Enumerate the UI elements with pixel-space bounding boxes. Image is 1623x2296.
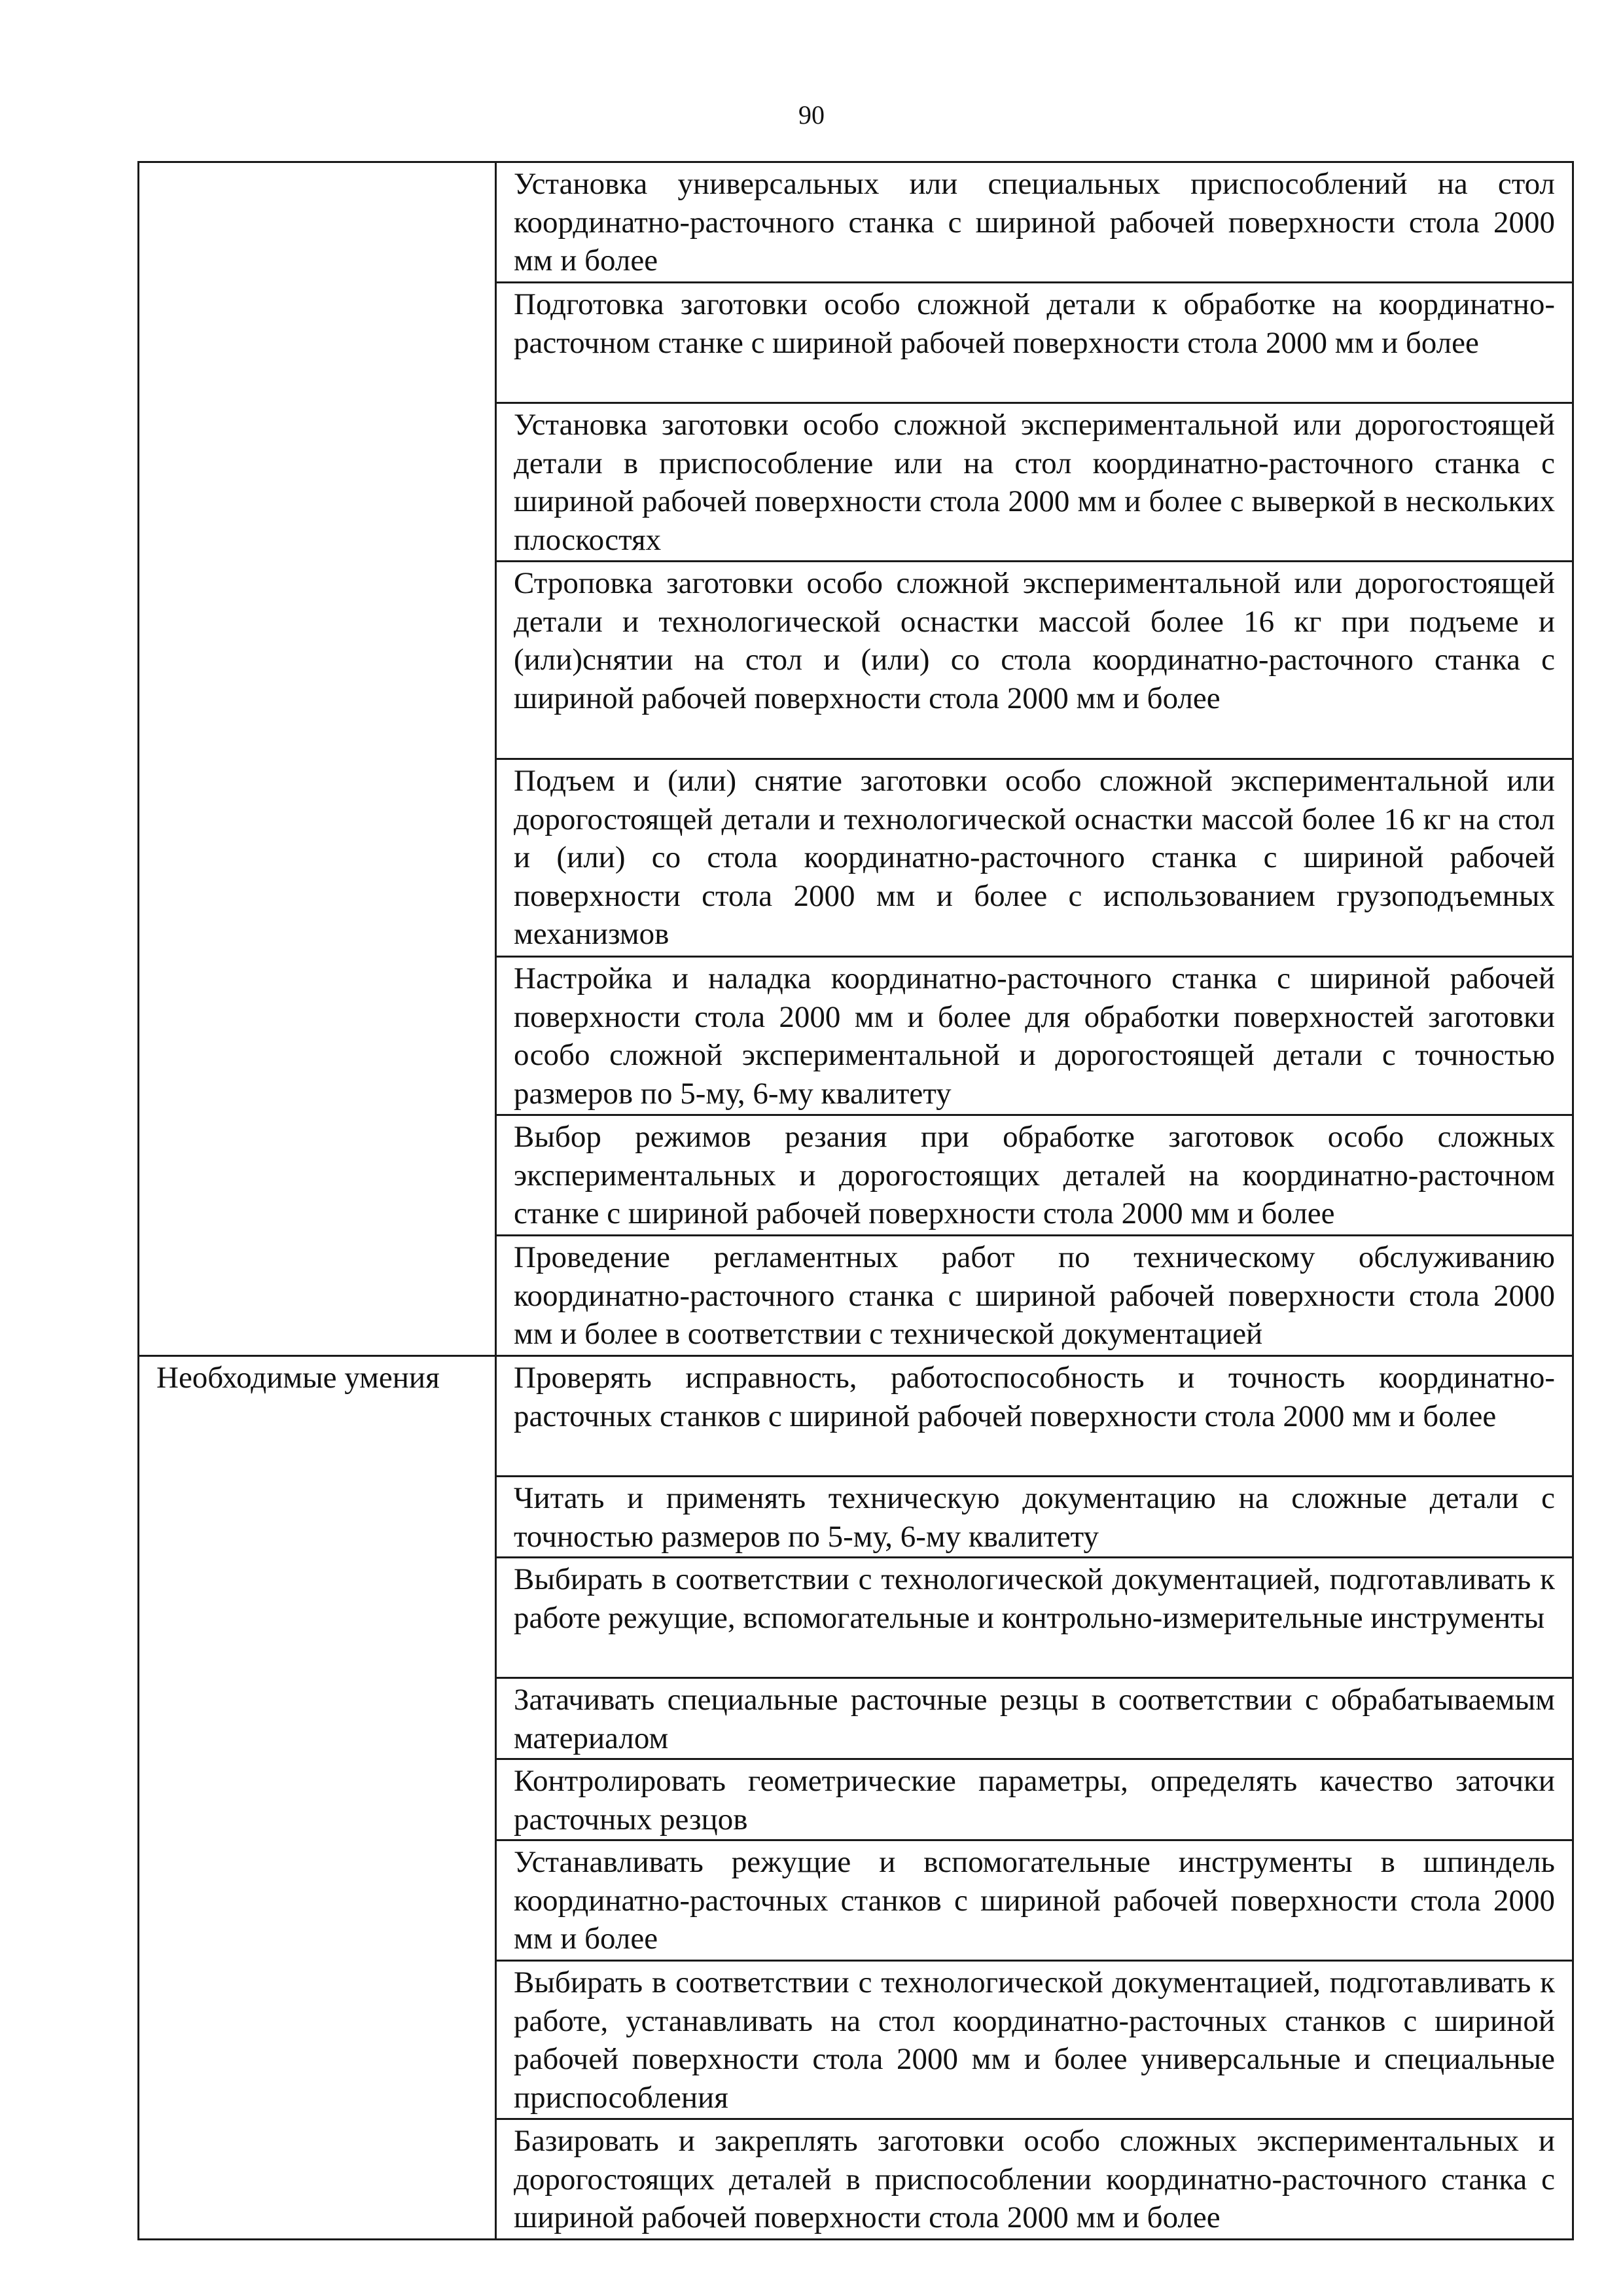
table-cell: Строповка заготовки особо сложной экспериментальной или дорогостоящей детали и технологической оснастки массой более 16 кг при подъеме и (или)снятии на стол и (или) со стола координатно-расточного станка с шириной рабочей поверхности стола 2000 мм и более (496, 562, 1573, 759)
page-number: 90 (798, 100, 825, 130)
table-cell: Установка заготовки особо сложной экспериментальной или дорогостоящей детали в приспособление или на стол координатно-расточного станка с шириной рабочей поверхности стола 2000 мм и более с выверкой в нескольких плоскостях (496, 403, 1573, 562)
table-cell: Затачивать специальные расточные резцы в соответствии с обрабатываемым материалом (496, 1678, 1573, 1759)
table-cell: Контролировать геометрические параметры, определять качество заточки расточных резцов (496, 1759, 1573, 1840)
table-cell: Читать и применять техническую документацию на сложные детали с точностью размеров по 5-му, 6-му квалитету (496, 1477, 1573, 1558)
group-label-cell (139, 162, 496, 1356)
table-row (139, 1356, 1573, 1477)
table-cell: Устанавливать режущие и вспомогательные инструменты в шпиндель координатно-расточных станков с шириной рабочей поверхности стола 2000 мм и более (496, 1840, 1573, 1961)
table-cell: Подъем и (или) снятие заготовки особо сложной экспериментальной или дорогостоящей детали и технологической оснастки массой более 16 кг на стол и (или) со стола координатно-расточного станка с шириной рабочей поверхности стола 2000 мм и более с использованием грузоподъемных механизмов (496, 759, 1573, 957)
skills-label-cell: Необходимые умения (139, 1356, 496, 2240)
table-cell: Подготовка заготовки особо сложной детали к обработке на координатно-расточном станке с шириной рабочей поверхности стола 2000 мм и более (496, 283, 1573, 403)
table-cell: Установка универсальных или специальных приспособлений на стол координатно-расточного станка с шириной рабочей поверхности стола 2000 мм и более (496, 162, 1573, 283)
requirements-table (137, 161, 1574, 2240)
table-cell: Настройка и наладка координатно-расточного станка с шириной рабочей поверхности стола 2000 мм и более для обработки поверхностей заготовки особо сложной экспериментальной и дорогостоящей детали с точностью размеров по 5-му, 6-му квалитету (496, 957, 1573, 1115)
table-cell: Выбирать в соответствии с технологической документацией, подготавливать к работе, устанавливать на стол координатно-расточных станков с шириной рабочей поверхности стола 2000 мм и более универсальные и специальные приспособления (496, 1961, 1573, 2119)
table-cell: Проверять исправность, работоспособность и точность координатно-расточных станков с шириной рабочей поверхности стола 2000 мм и более (496, 1356, 1573, 1477)
table-cell: Проведение регламентных работ по техническому обслуживанию координатно-расточного станка с шириной рабочей поверхности стола 2000 мм и более в соответствии с технической документацией (496, 1236, 1573, 1356)
table-row (139, 162, 1573, 283)
table-cell: Выбирать в соответствии с технологической документацией, подготавливать к работе режущие, вспомогательные и контрольно-измерительные инструменты (496, 1558, 1573, 1678)
table-cell: Выбор режимов резания при обработке заготовок особо сложных экспериментальных и дорогостоящих деталей на координатно-расточном станке с шириной рабочей поверхности стола 2000 мм и более (496, 1115, 1573, 1236)
table-cell: Базировать и закреплять заготовки особо сложных экспериментальных и дорогостоящих деталей в приспособлении координатно-расточного станка с шириной рабочей поверхности стола 2000 мм и более (496, 2119, 1573, 2240)
